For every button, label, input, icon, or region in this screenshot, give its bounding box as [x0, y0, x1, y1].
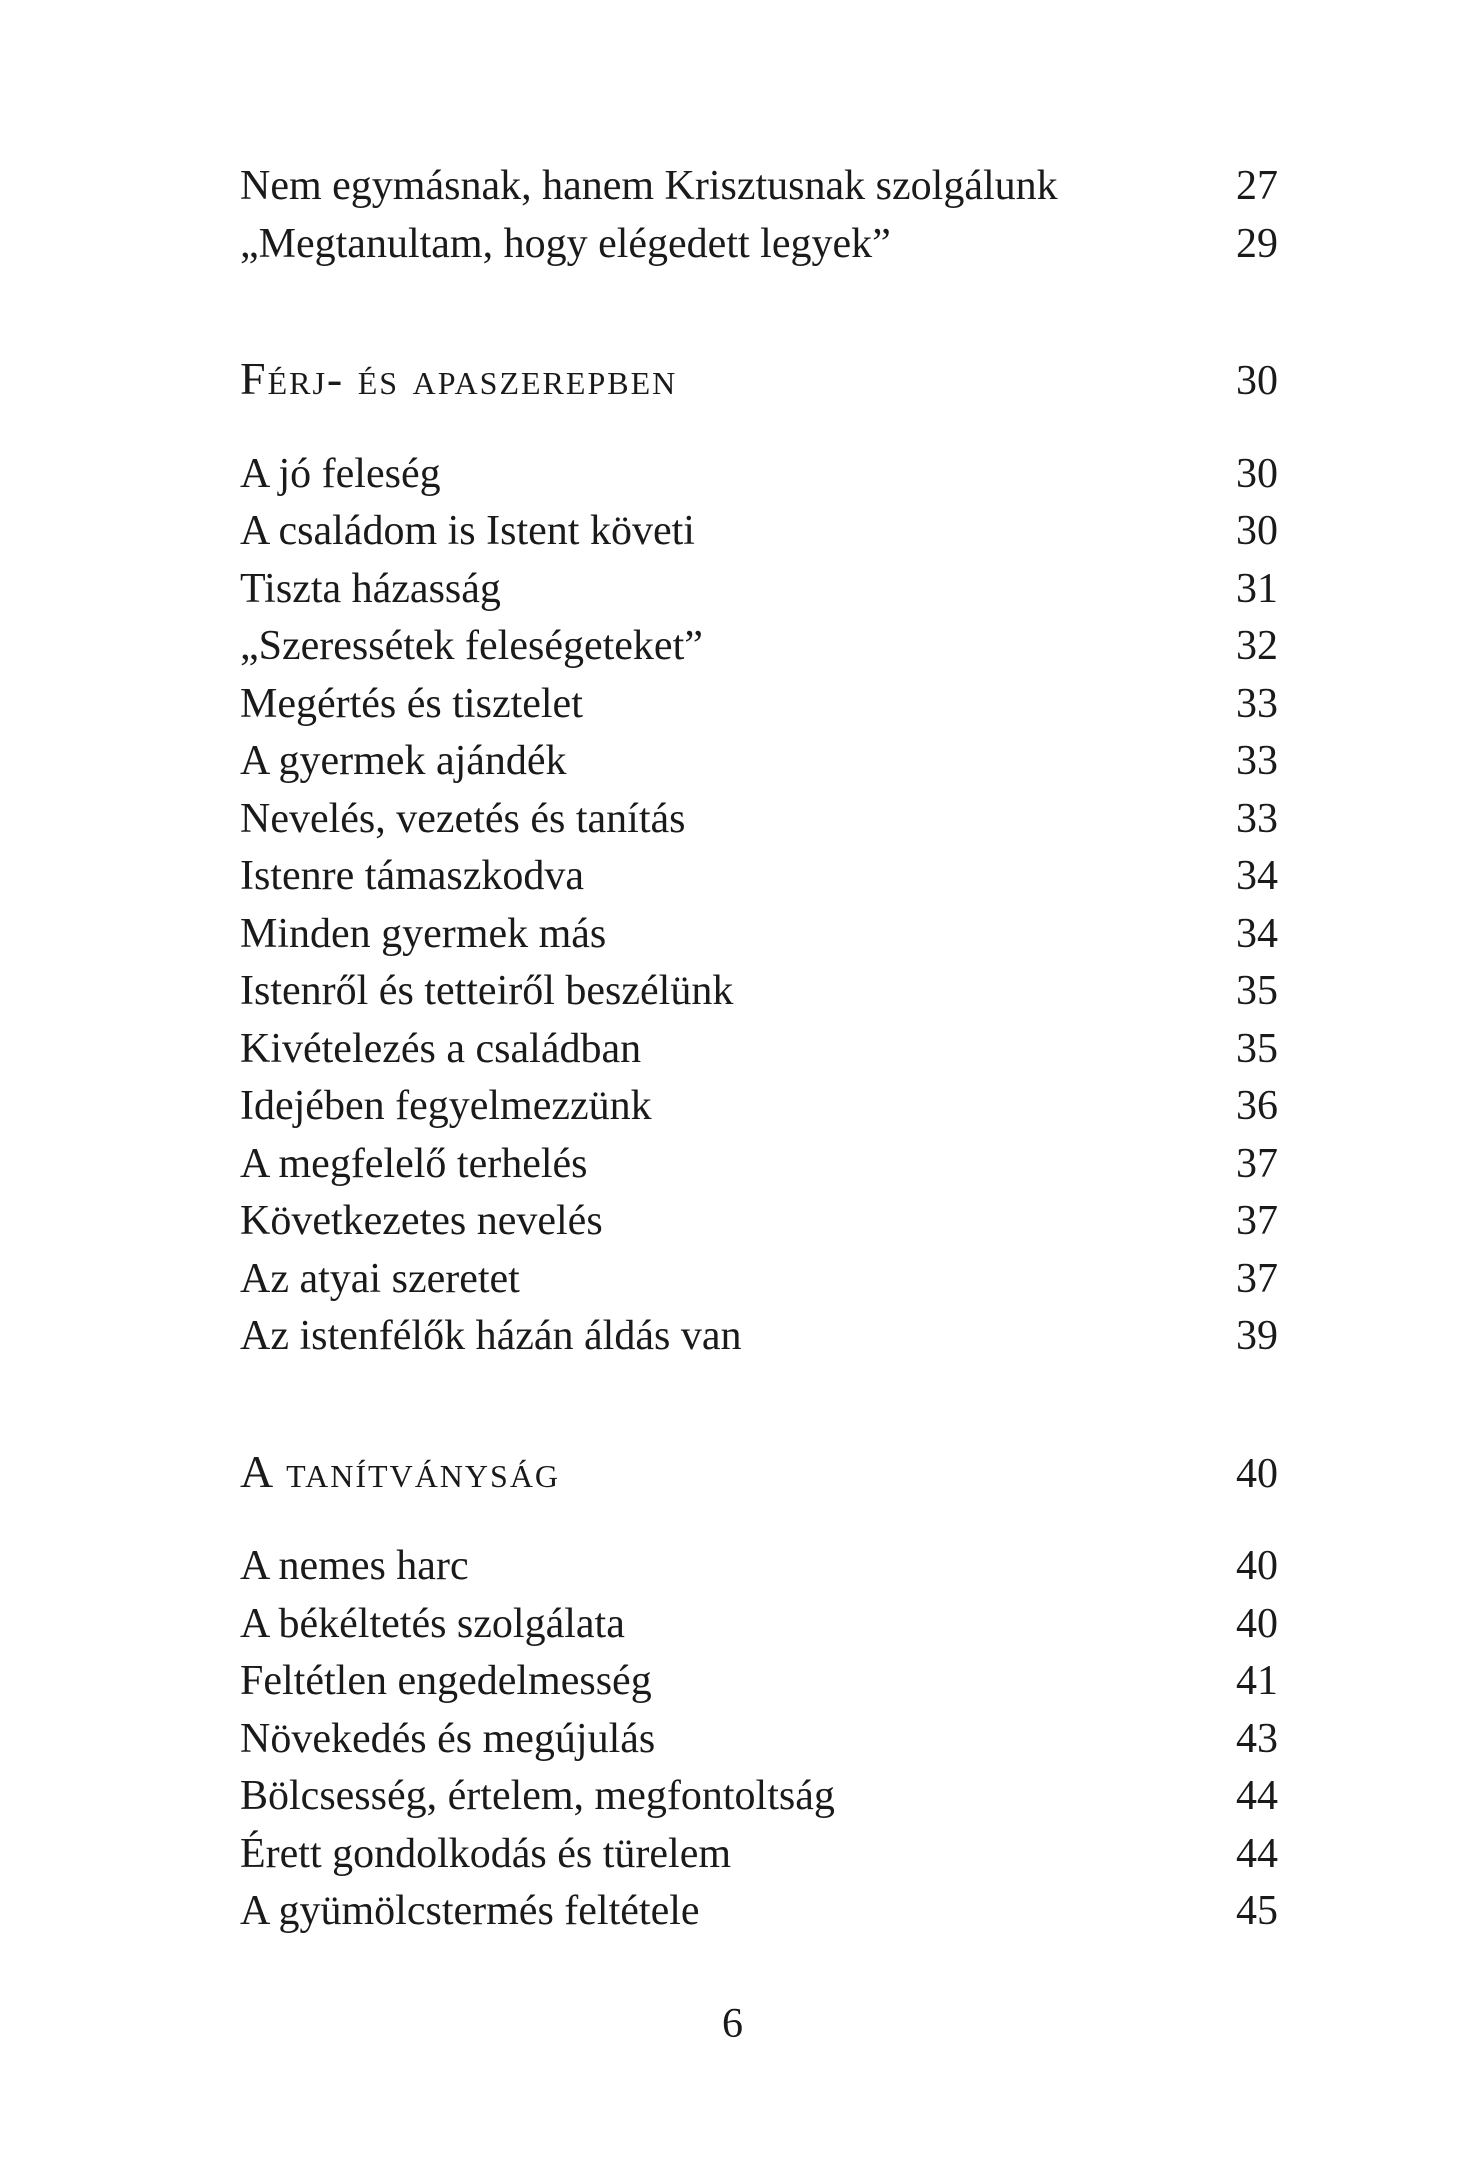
toc-entry-title: Feltétlen engedelmesség [240, 1658, 652, 1704]
section-page: 40 [1236, 1450, 1278, 1497]
toc-entry [240, 1653, 1278, 1711]
toc-entry [240, 1768, 1278, 1826]
toc-entry-title: A jó feleség [240, 450, 441, 497]
toc-entry [240, 1078, 1278, 1136]
toc-entry-title: Istenre támaszkodva [240, 853, 585, 899]
toc-section-heading [240, 1443, 1278, 1501]
table-of-contents [240, 158, 1278, 1941]
toc-entry-title: A nemes harc [240, 1543, 469, 1589]
toc-entry-page: 43 [1236, 1715, 1278, 1762]
toc-entry-page: 44 [1236, 1773, 1278, 1819]
toc-entry-page: 40 [1236, 1543, 1278, 1589]
toc-entry [240, 216, 1278, 274]
toc-entry-title: Minden gyermek más [240, 910, 607, 957]
toc-entry [240, 676, 1278, 734]
toc-entry [240, 503, 1278, 561]
toc-entry [240, 848, 1278, 906]
section-title: A tanítványság [240, 1445, 561, 1497]
toc-entry-page: 33 [1236, 680, 1278, 727]
toc-entry [240, 158, 1278, 216]
toc-entry-page: 34 [1236, 910, 1278, 957]
toc-entry-page: 36 [1236, 1083, 1278, 1129]
toc-entry-page: 35 [1236, 1025, 1278, 1072]
toc-entry-page: 33 [1236, 795, 1278, 842]
toc-entry-page: 40 [1236, 1600, 1278, 1647]
toc-entry [240, 733, 1278, 791]
toc-entry-title: Bölcsesség, értelem, megfontoltság [240, 1773, 835, 1819]
toc-entry-title: Tiszta házasság [240, 565, 501, 612]
toc-entry-title: A családom is Istent követi [240, 508, 695, 554]
toc-entry-title: Növekedés és megújulás [240, 1715, 656, 1762]
toc-entry-title: Nevelés, vezetés és tanítás [240, 795, 686, 842]
page-number: 6 [722, 2001, 743, 2047]
toc-entry [240, 1711, 1278, 1769]
toc-entry-page: 37 [1236, 1198, 1278, 1244]
toc-entry [240, 906, 1278, 964]
toc-entry [240, 963, 1278, 1021]
toc-entry-title: Érett gondolkodás és türelem [240, 1830, 732, 1877]
section-title: Férj- és apaszerepben [240, 353, 678, 404]
toc-entry-page: 33 [1236, 738, 1278, 784]
toc-entry-title: Megértés és tisztelet [240, 680, 583, 727]
toc-entry-page: 35 [1236, 968, 1278, 1014]
toc-entry-page: 32 [1236, 623, 1278, 669]
toc-section-heading [240, 350, 1278, 408]
toc-entry-title: Az istenfélők házán áldás van [240, 1313, 742, 1359]
toc-entry-title: Nem egymásnak, hanem Krisztusnak szolgálunk [240, 163, 1058, 209]
toc-entry [240, 618, 1278, 676]
toc-entry-page: 31 [1236, 565, 1278, 612]
toc-entry-title: „Szeressétek feleségeteket” [240, 623, 703, 669]
toc-entry [240, 1021, 1278, 1079]
toc-entry-page: 29 [1236, 220, 1278, 267]
section-page: 30 [1236, 358, 1278, 404]
toc-entry-title: Istenről és tetteiről beszélünk [240, 968, 734, 1014]
toc-entry-title: A gyermek ajándék [240, 738, 567, 784]
toc-entry-title: Idejében fegyelmezzünk [240, 1083, 652, 1129]
toc-entry-page: 39 [1236, 1313, 1278, 1359]
toc-entry [240, 1538, 1278, 1596]
toc-entry [240, 1883, 1278, 1941]
toc-entry [240, 1136, 1278, 1194]
toc-entry-title: A megfelelő terhelés [240, 1140, 588, 1187]
toc-entry-page: 30 [1236, 450, 1278, 497]
toc-entry [240, 1308, 1278, 1366]
toc-entry [240, 561, 1278, 619]
toc-entry [240, 1826, 1278, 1884]
toc-entry-page: 41 [1236, 1658, 1278, 1704]
toc-entry-page: 34 [1236, 853, 1278, 899]
toc-entry-page: 45 [1236, 1888, 1278, 1934]
toc-entry [240, 1251, 1278, 1309]
toc-entry-page: 30 [1236, 508, 1278, 554]
toc-entry-title: Kivételezés a családban [240, 1025, 642, 1072]
toc-entry [240, 791, 1278, 849]
toc-entry [240, 1596, 1278, 1654]
toc-entry-title: A gyümölcstermés feltétele [240, 1888, 700, 1934]
toc-entry-page: 37 [1236, 1255, 1278, 1302]
toc-entry-page: 37 [1236, 1140, 1278, 1187]
toc-entry-page: 27 [1236, 163, 1278, 209]
toc-entry-page: 44 [1236, 1830, 1278, 1877]
toc-entry-title: Következetes nevelés [240, 1198, 603, 1244]
toc-entry [240, 1193, 1278, 1251]
toc-entry-title: „Megtanultam, hogy elégedett legyek” [240, 220, 891, 267]
toc-entry-title: A békéltetés szolgálata [240, 1600, 625, 1647]
toc-entry [240, 446, 1278, 504]
toc-entry-title: Az atyai szeretet [240, 1255, 520, 1302]
